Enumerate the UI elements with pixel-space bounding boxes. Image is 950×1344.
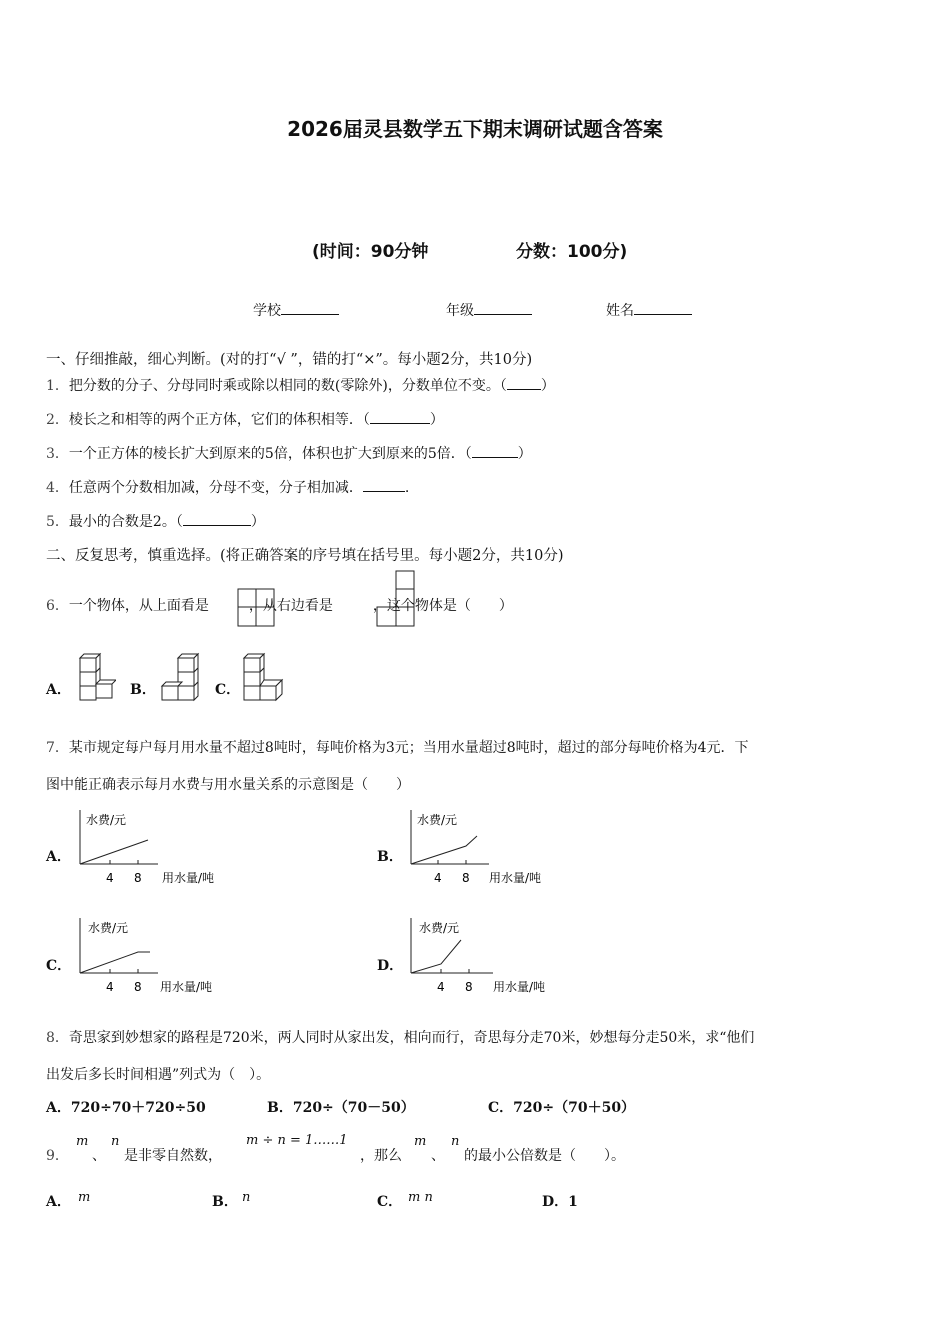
- q7-graph-b: [405, 808, 555, 890]
- question-text: 某市规定每户每月用水量不超过8吨时，每吨价格为3元；当用水量超过8吨时，超过的部分每吨价格为4元．下: [68, 740, 749, 756]
- q7-graph-c: [74, 916, 224, 998]
- question-close: ）: [250, 514, 265, 530]
- x-axis-label: 用水量/吨: [489, 871, 542, 885]
- q6-option-a-label[interactable]: A．: [46, 682, 71, 698]
- q9-option-d[interactable]: D．1: [542, 1194, 578, 1210]
- q7-option-c-label[interactable]: C．: [46, 958, 72, 974]
- q9-option-a-label[interactable]: A．: [46, 1194, 71, 1210]
- q6-option-b-label[interactable]: B．: [130, 682, 156, 698]
- q6-option-c-label[interactable]: C．: [215, 682, 241, 698]
- question-close: ）: [429, 412, 444, 428]
- question-text: 奇思家到妙想家的路程是720米，两人同时从家出发，相向而行，奇思每分走70米，妙想每分走50米，求“他们: [68, 1030, 755, 1046]
- question-9-text1: 是非零自然数，: [124, 1148, 222, 1164]
- y-axis-label: 水费/元: [417, 813, 458, 827]
- tick-8: 8: [134, 871, 142, 885]
- question-text: 最小的合数是2。（: [68, 514, 183, 530]
- school-label: 学校: [253, 303, 281, 319]
- answer-blank[interactable]: [183, 511, 251, 526]
- question-text: 任意两个分数相加减，分母不变，分子相加减．: [68, 480, 363, 496]
- name-label: 姓名: [606, 303, 634, 319]
- question-number: 1．: [46, 378, 69, 394]
- q9-option-c-value: m n: [408, 1190, 433, 1205]
- q7-option-b-label[interactable]: B．: [377, 849, 403, 865]
- question-number: 6．: [46, 598, 69, 614]
- q6-option-b-cubes-icon: [158, 652, 200, 702]
- q8-option-c[interactable]: C．720÷（70＋50）: [488, 1100, 636, 1116]
- q8-option-b[interactable]: B．720÷（70－50）: [267, 1100, 415, 1116]
- q9-option-c-label[interactable]: C．: [377, 1194, 403, 1210]
- q6-option-a-cubes-icon: [74, 652, 116, 702]
- question-5: [46, 511, 265, 532]
- score-label: 分数：100分): [516, 242, 628, 262]
- question-8-line2: 出发后多长时间相遇”列式为（ ）。: [46, 1067, 271, 1083]
- tick-8: 8: [134, 980, 142, 994]
- answer-blank[interactable]: [472, 443, 518, 458]
- question-number: 5．: [46, 514, 69, 530]
- var-n: n: [111, 1134, 120, 1149]
- var-m: m: [414, 1134, 427, 1149]
- question-9-text3: 的最小公倍数是（ ）。: [464, 1148, 625, 1164]
- question-6: [46, 596, 513, 616]
- section2-heading: 二、反复思考，慎重选择。(将正确答案的序号填在括号里。每小题2分，共10分): [46, 548, 564, 564]
- question-text: 棱长之和相等的两个正方体，它们的体积相等．（: [68, 412, 370, 428]
- question-text: 一个正方体的棱长扩大到原来的5倍，体积也扩大到原来的5倍．（: [68, 446, 472, 462]
- tick-4: 4: [106, 980, 114, 994]
- separator: 、: [92, 1148, 106, 1164]
- q6-option-c-cubes-icon: [242, 652, 286, 702]
- question-9-number: 9．: [46, 1148, 69, 1164]
- var-n: n: [451, 1134, 460, 1149]
- separator: 、: [431, 1148, 445, 1164]
- x-axis-label: 用水量/吨: [493, 980, 546, 994]
- question-text-part3: ，这个物体是（ ）: [372, 598, 513, 614]
- x-axis-label: 用水量/吨: [160, 980, 213, 994]
- q9-option-b-label[interactable]: B．: [212, 1194, 238, 1210]
- question-number: 2．: [46, 412, 69, 428]
- time-label: (时间：90分钟: [312, 242, 429, 262]
- tick-4: 4: [106, 871, 114, 885]
- q7-graph-a: [74, 808, 224, 890]
- question-1: [46, 375, 555, 396]
- q7-graph-d: [405, 916, 555, 998]
- question-close: ）: [540, 378, 555, 394]
- top-view-figure: [237, 588, 275, 628]
- answer-blank[interactable]: [507, 375, 541, 390]
- question-4: [46, 477, 409, 498]
- question-number: 7．: [46, 740, 69, 756]
- q7-option-a-label[interactable]: A．: [46, 849, 71, 865]
- tick-8: 8: [462, 871, 470, 885]
- q9-option-a-value: m: [78, 1190, 91, 1205]
- question-close: ）: [517, 446, 532, 462]
- right-view-figure: [376, 570, 416, 628]
- y-axis-label: 水费/元: [88, 921, 129, 935]
- question-number: 3．: [46, 446, 69, 462]
- answer-blank[interactable]: [370, 409, 430, 424]
- tick-4: 4: [437, 980, 445, 994]
- question-9-text2: ，那么: [360, 1148, 402, 1164]
- question-2: [46, 409, 444, 430]
- q8-option-a[interactable]: A．720÷70＋720÷50: [46, 1100, 206, 1116]
- section1-heading: 一、仔细推敲，细心判断。(对的打“√ ”，错的打“×”。每小题2分，共10分): [46, 352, 533, 368]
- name-field: [606, 300, 692, 321]
- question-7-line1: [46, 738, 749, 758]
- grade-field: [446, 300, 532, 321]
- q7-option-d-label[interactable]: D．: [377, 958, 404, 974]
- question-text-part1: 一个物体，从上面看是: [68, 598, 209, 614]
- school-field: [253, 300, 339, 321]
- question-number: 8．: [46, 1030, 69, 1046]
- var-m: m: [76, 1134, 89, 1149]
- document-title: 2026届灵县数学五下期末调研试题含答案: [287, 117, 663, 141]
- question-7-line2: 图中能正确表示每月水费与用水量关系的示意图是（ ）: [46, 777, 410, 793]
- y-axis-label: 水费/元: [419, 921, 460, 935]
- question-text-part2: ，从右边看是: [248, 598, 333, 614]
- question-text: 把分数的分子、分母同时乘或除以相同的数(零除外)，分数单位不变。（: [68, 378, 507, 394]
- question-close: .: [404, 480, 410, 496]
- q9-option-b-value: n: [242, 1190, 251, 1205]
- question-number: 4．: [46, 480, 69, 496]
- tick-8: 8: [465, 980, 473, 994]
- tick-4: 4: [434, 871, 442, 885]
- question-8-line1: [46, 1028, 754, 1048]
- x-axis-label: 用水量/吨: [162, 871, 215, 885]
- grade-label: 年级: [446, 303, 474, 319]
- y-axis-label: 水费/元: [86, 813, 127, 827]
- answer-blank[interactable]: [363, 477, 405, 492]
- expression: m ÷ n = 1……1: [246, 1133, 348, 1148]
- question-3: [46, 443, 532, 464]
